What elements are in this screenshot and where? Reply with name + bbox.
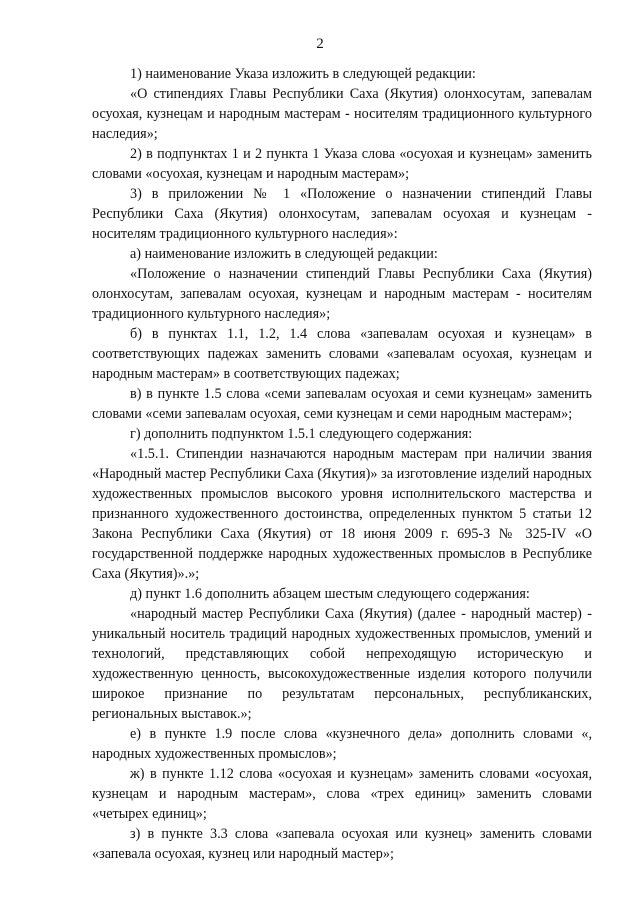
document-body xyxy=(92,64,592,864)
paragraph-14: ж) в пункте 1.12 слова «осуохая и кузнецам» заменить словами «осуохая, кузнецам и народным мастерам», слова «трех единиц» заменить словами «четырех единиц»; xyxy=(92,766,592,822)
paragraph-4: 3) в приложении № 1 «Положение о назначении стипендий Главы Республики Саха (Якутия) олонхосутам, запевалам осуохая и кузнецам - носителям традиционного культурного наследия»: xyxy=(92,186,592,242)
paragraph-7: б) в пунктах 1.1, 1.2, 1.4 слова «запевалам осуохая и кузнецам» в соответствующих падежах заменить словами «запевалам осуохая, кузнецам и народным мастерам» в соответствующих падежах; xyxy=(92,326,592,382)
paragraph-10: «1.5.1. Стипендии назначаются народным мастерам при наличии звания «Народный мастер Республики Саха (Якутия)» за изготовление изделий народных художественных промыслов высокого уровня исполнительского мастерства и признанного художественного достоинства, определенных пунктом 5 статьи 12 Закона Республики Саха (Якутия) от 18 июня 2009 г. 695-З № 325-IV «О государственной поддержке народных художественных промыслов в Республике Саха (Якутия)».»; xyxy=(92,446,592,582)
paragraph-9: г) дополнить подпунктом 1.5.1 следующего содержания: xyxy=(130,426,473,442)
page-number: 2 xyxy=(316,36,324,52)
paragraph-2: «О стипендиях Главы Республики Саха (Якутия) олонхосутам, запевалам осуохая, кузнецам и народным мастерам - носителям традиционного культурного наследия»; xyxy=(92,86,592,142)
paragraph-3: 2) в подпунктах 1 и 2 пункта 1 Указа слова «осуохая и кузнецам» заменить словами «осуохая, кузнецам и народным мастерам»; xyxy=(92,146,592,182)
paragraph-8: в) в пункте 1.5 слова «семи запевалам осуохая и семи кузнецам» заменить словами «семи запевалам осуохая, семи кузнецам и семи народным мастерам»; xyxy=(92,386,592,422)
paragraph-13: е) в пункте 1.9 после слова «кузнечного дела» дополнить словами «, народных художественных промыслов»; xyxy=(92,726,592,762)
paragraph-6: «Положение о назначении стипендий Главы Республики Саха (Якутия) олонхосутам, запевалам осуохая, кузнецам и народным мастерам - носителям традиционного культурного наследия»; xyxy=(92,266,592,322)
paragraph-1: 1) наименование Указа изложить в следующей редакции: xyxy=(130,66,476,82)
paragraph-11: д) пункт 1.6 дополнить абзацем шестым следующего содержания: xyxy=(130,586,530,602)
paragraph-15: з) в пункте 3.3 слова «запевала осуохая или кузнец» заменить словами «запевала осуохая, кузнец или народный мастер»; xyxy=(92,826,592,862)
paragraph-5: а) наименование изложить в следующей редакции: xyxy=(130,246,438,262)
paragraph-12: «народный мастер Республики Саха (Якутия) (далее - народный мастер) - уникальный носитель традиций народных художественных промыслов, умений и технологий, представляющих собой непреходящую историческую и художественную ценность, высокохудожественные изделия которого получили широкое признание по результатам персональных, республиканских, региональных выставок.»; xyxy=(92,606,592,722)
